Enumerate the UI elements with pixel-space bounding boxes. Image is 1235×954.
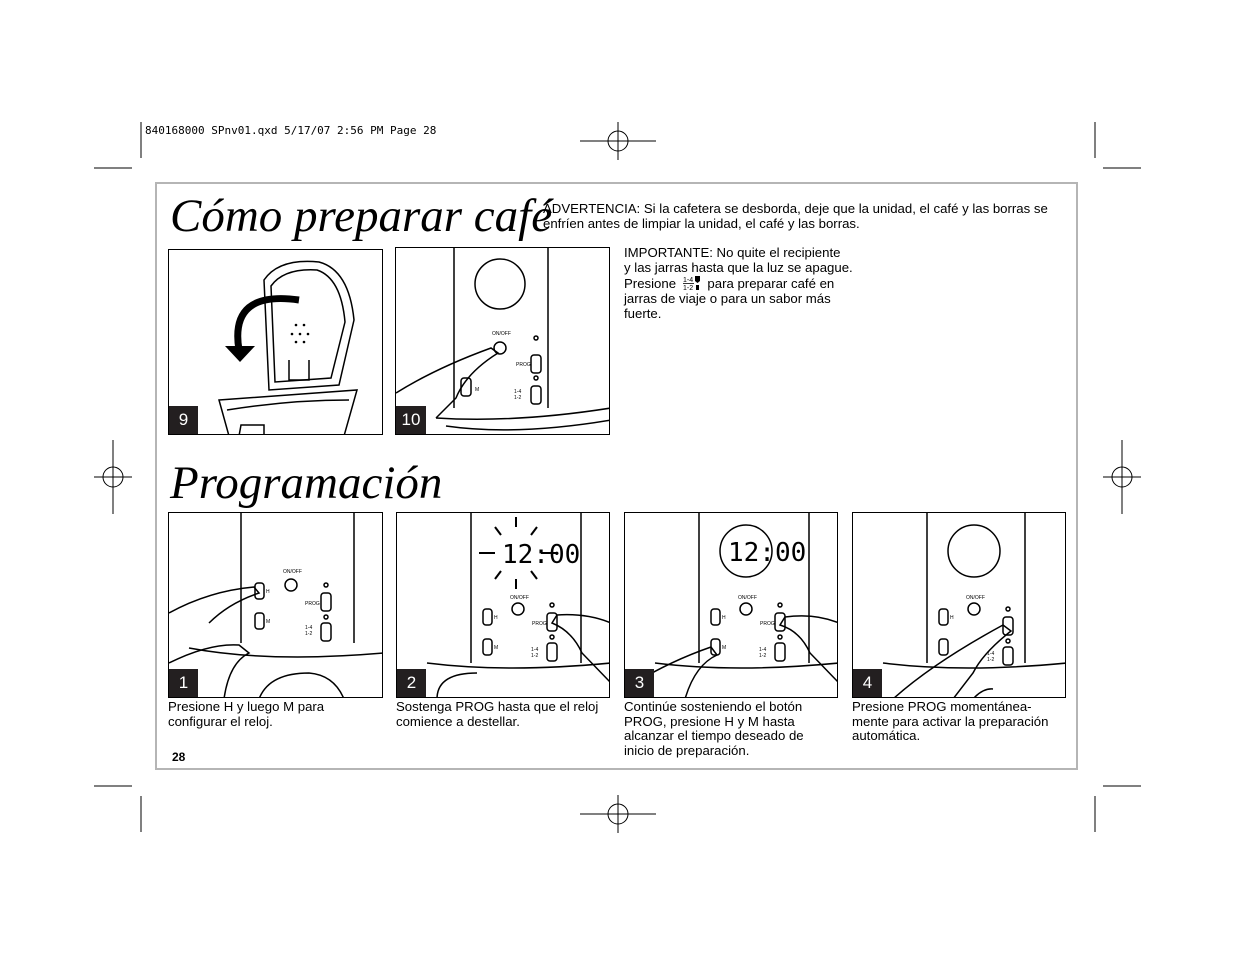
m-label-3: M [722,645,727,651]
important-line-3 [624,275,874,291]
important-line-2: y las jarras hasta que la luz se apague. [624,260,853,275]
onoff-drawing [396,248,610,435]
h-label-4: H [950,615,954,621]
m-label-10: M [475,387,480,393]
section-title-brewing: Cómo preparar café [170,190,553,242]
onoff-label-1: ON/OFF [283,569,302,575]
step-3-illustration [624,512,838,698]
small-top-label-1: 1-4 [305,625,313,631]
open-lid-drawing [169,250,383,435]
small-top-label-3: 1-4 [759,647,767,653]
set-time-drawing [625,513,838,698]
small-batch-top-label: 1-4 [682,277,693,284]
small-batch-bot-label: 1-2 [682,285,693,291]
small-top-label-2: 1-4 [531,647,539,653]
important-line-5: fuerte. [624,306,662,321]
small-top-label-4: 1-4 [987,651,995,657]
page-number: 28 [172,750,186,764]
registration-mark-left [94,440,132,514]
step-10-illustration [395,247,610,435]
small-bot-label-2: 1-2 [531,653,539,659]
caption-step-3: Continúe sosteniendo el botón PROG, presione H y M hasta alcanzar el tiempo deseado de inicio de preparación. [624,699,804,758]
prog-label-3: PROG [760,621,775,627]
step-1-illustration [168,512,383,698]
hold-prog-drawing [397,513,610,698]
small-bot-label-10: 1-2 [514,395,522,401]
onoff-label-3: ON/OFF [738,595,757,601]
h-label-3: H [722,615,726,621]
small-bot-label-1: 1-2 [305,631,313,637]
registration-mark-bottom [580,795,656,833]
onoff-label-10: ON/OFF [492,331,511,337]
small-bot-label-4: 1-2 [987,657,995,663]
important-note [624,245,874,321]
step-badge-3: 3 [625,669,654,697]
prog-label-10: PROG [516,362,531,368]
prog-label-2: PROG [532,621,547,627]
press-h-drawing [169,513,383,698]
caption-step-4: Presione PROG momentánea-mente para activar la preparación automática. [852,699,1049,743]
registration-mark-top [580,122,656,160]
registration-mark-right [1103,440,1141,514]
important-line-4: jarras de viaje o para un sabor más [624,291,831,306]
important-line-3-before: Presione [624,276,677,291]
step-2-illustration [396,512,610,698]
caption-step-2: Sostenga PROG hasta que el reloj comience a destellar. [396,699,599,729]
step-badge-9: 9 [169,406,198,434]
important-line-1: IMPORTANTE: No quite el recipiente [624,245,841,260]
clock-display-3: 12:00 [728,538,807,568]
step-4-illustration [852,512,1066,698]
important-line-3-after: para preparar café en [707,276,835,291]
warning-text: ADVERTENCIA: Si la cafetera se desborda, deje que la unidad, el café y las borras se enfríen antes de limpiar la unidad, el café y las borras. [543,201,1048,231]
caption-step-1: Presione H y luego M para configurar el reloj. [168,699,325,729]
small-batch-icon [683,275,701,291]
step-badge-1: 1 [169,669,198,697]
section-title-programming: Programación [170,457,443,509]
activate-auto-drawing [853,513,1066,698]
prog-label-1: PROG [305,601,320,607]
h-label-2: H [494,615,498,621]
m-label-2: M [494,645,499,651]
onoff-label-2: ON/OFF [510,595,529,601]
onoff-label-4: ON/OFF [966,595,985,601]
small-bot-label-3: 1-2 [759,653,767,659]
clock-display-2: 12:00 [502,540,581,570]
h-label-1: H [266,589,270,595]
file-slug: 840168000 SPnv01.qxd 5/17/07 2:56 PM Page 28 [145,124,437,137]
step-badge-10: 10 [396,406,426,434]
step-badge-2: 2 [397,669,426,697]
step-badge-4: 4 [853,669,882,697]
step-9-illustration [168,249,383,435]
m-label-1: M [266,619,271,625]
small-top-label-10: 1-4 [514,389,522,395]
